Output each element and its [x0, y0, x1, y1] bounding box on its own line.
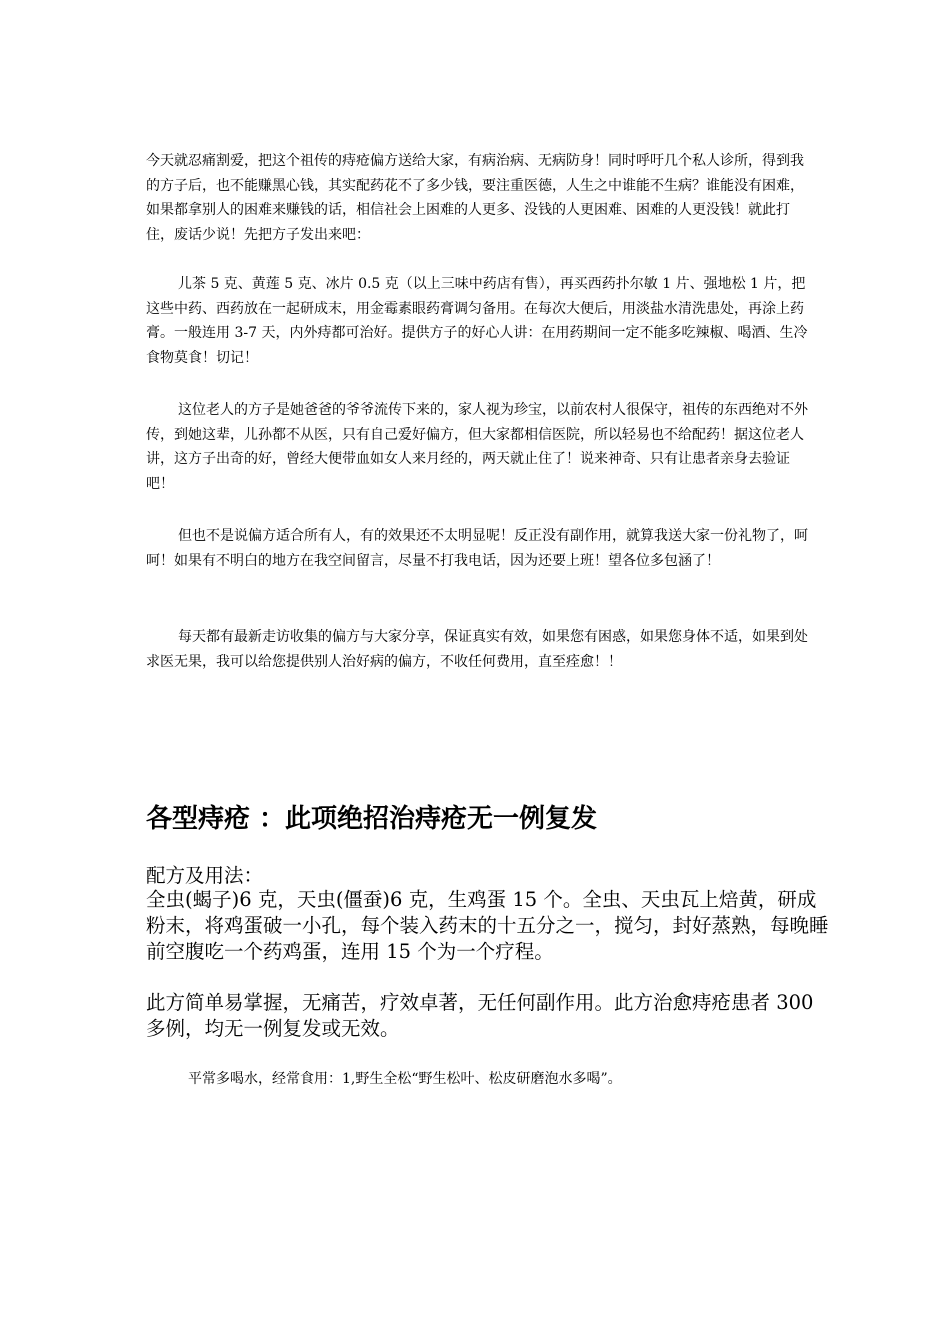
recipe-heading: 各型痔疮 ：此项绝招治痔疮无一例复发	[146, 804, 598, 834]
method-text: 全虫(蝎子)6 克，天虫(僵蚕)6 克，生鸡蛋 15 个。全虫、天虫瓦上焙黄，研成粉末，将鸡蛋破一小孔，每个装入药末的十五分之一，搅匀，封好蒸熟，每晚睡前空腹吃一个药鸡蛋，连用 15 个为一个疗程。	[146, 888, 829, 963]
effect-text: 此方简单易掌握，无痛苦，疗效卓著，无任何副作用。此方治愈痔疮患者 300 多例，均无一例复发或无效。	[146, 991, 814, 1040]
intro-paragraph-3: 这位老人的方子是她爸爸的爷爷流传下来的，家人视为珍宝，以前农村人很保守，祖传的东西绝对不外传，到她这辈，儿孙都不从医，只有自己爱好偏方，但大家都相信医院，所以轻易也不给配药！据这位老人讲，这方子出奇的好，曾经大便带血如女人来月经的，两天就止住了！说来神奇、只有让患者亲身去验证吧！	[146, 402, 808, 492]
intro-paragraph-1: 今天就忍痛割爱，把这个祖传的痔疮偏方送给大家，有病治病、无病防身！同时呼吁几个私人诊所，得到我的方子后，也不能赚黑心钱，其实配药花不了多少钱，要注重医德，人生之中谁能不生病？谁能没有困难，如果都拿别人的困难来赚钱的话，相信社会上困难的人更多、没钱的人更困难、困难的人更没钱！就此打住，废话少说！先把方子发出来吧：	[146, 153, 804, 243]
method-label: 配方及用法：	[146, 864, 264, 887]
intro-paragraph-5: 每天都有最新走访收集的偏方与大家分享，保证真实有效，如果您有困惑，如果您身体不适，如果到处求医无果，我可以给您提供别人治好病的偏方，不收任何费用，直至痊愈！！	[146, 629, 808, 670]
intro-paragraph-4: 但也不是说偏方适合所有人，有的效果还不太明显呢！反正没有副作用，就算我送大家一份礼物了，呵呵！如果有不明白的地方在我空间留言，尽量不打我电话，因为还要上班！望各位多包涵了！	[146, 528, 808, 569]
intro-paragraph-2: 儿茶 5 克、黄莲 5 克、冰片 0.5 克（以上三味中药店有售），再买西药扑尔敏 1 片、强地松 1 片，把这些中药、西药放在一起研成末，用金霉素眼药膏调匀备用。在每次大便后，用淡盐水清洗患处，再涂上药膏。一般连用 3-7 天，内外痔都可治好。提供方子的好心人讲：在用药期间一定不能多吃辣椒、喝酒、生冷食物莫食！切记！	[146, 276, 808, 366]
diet-note: 平常多喝水，经常食用：1,野生全松“野生松叶、松皮研磨泡水多喝”。	[188, 1071, 622, 1087]
